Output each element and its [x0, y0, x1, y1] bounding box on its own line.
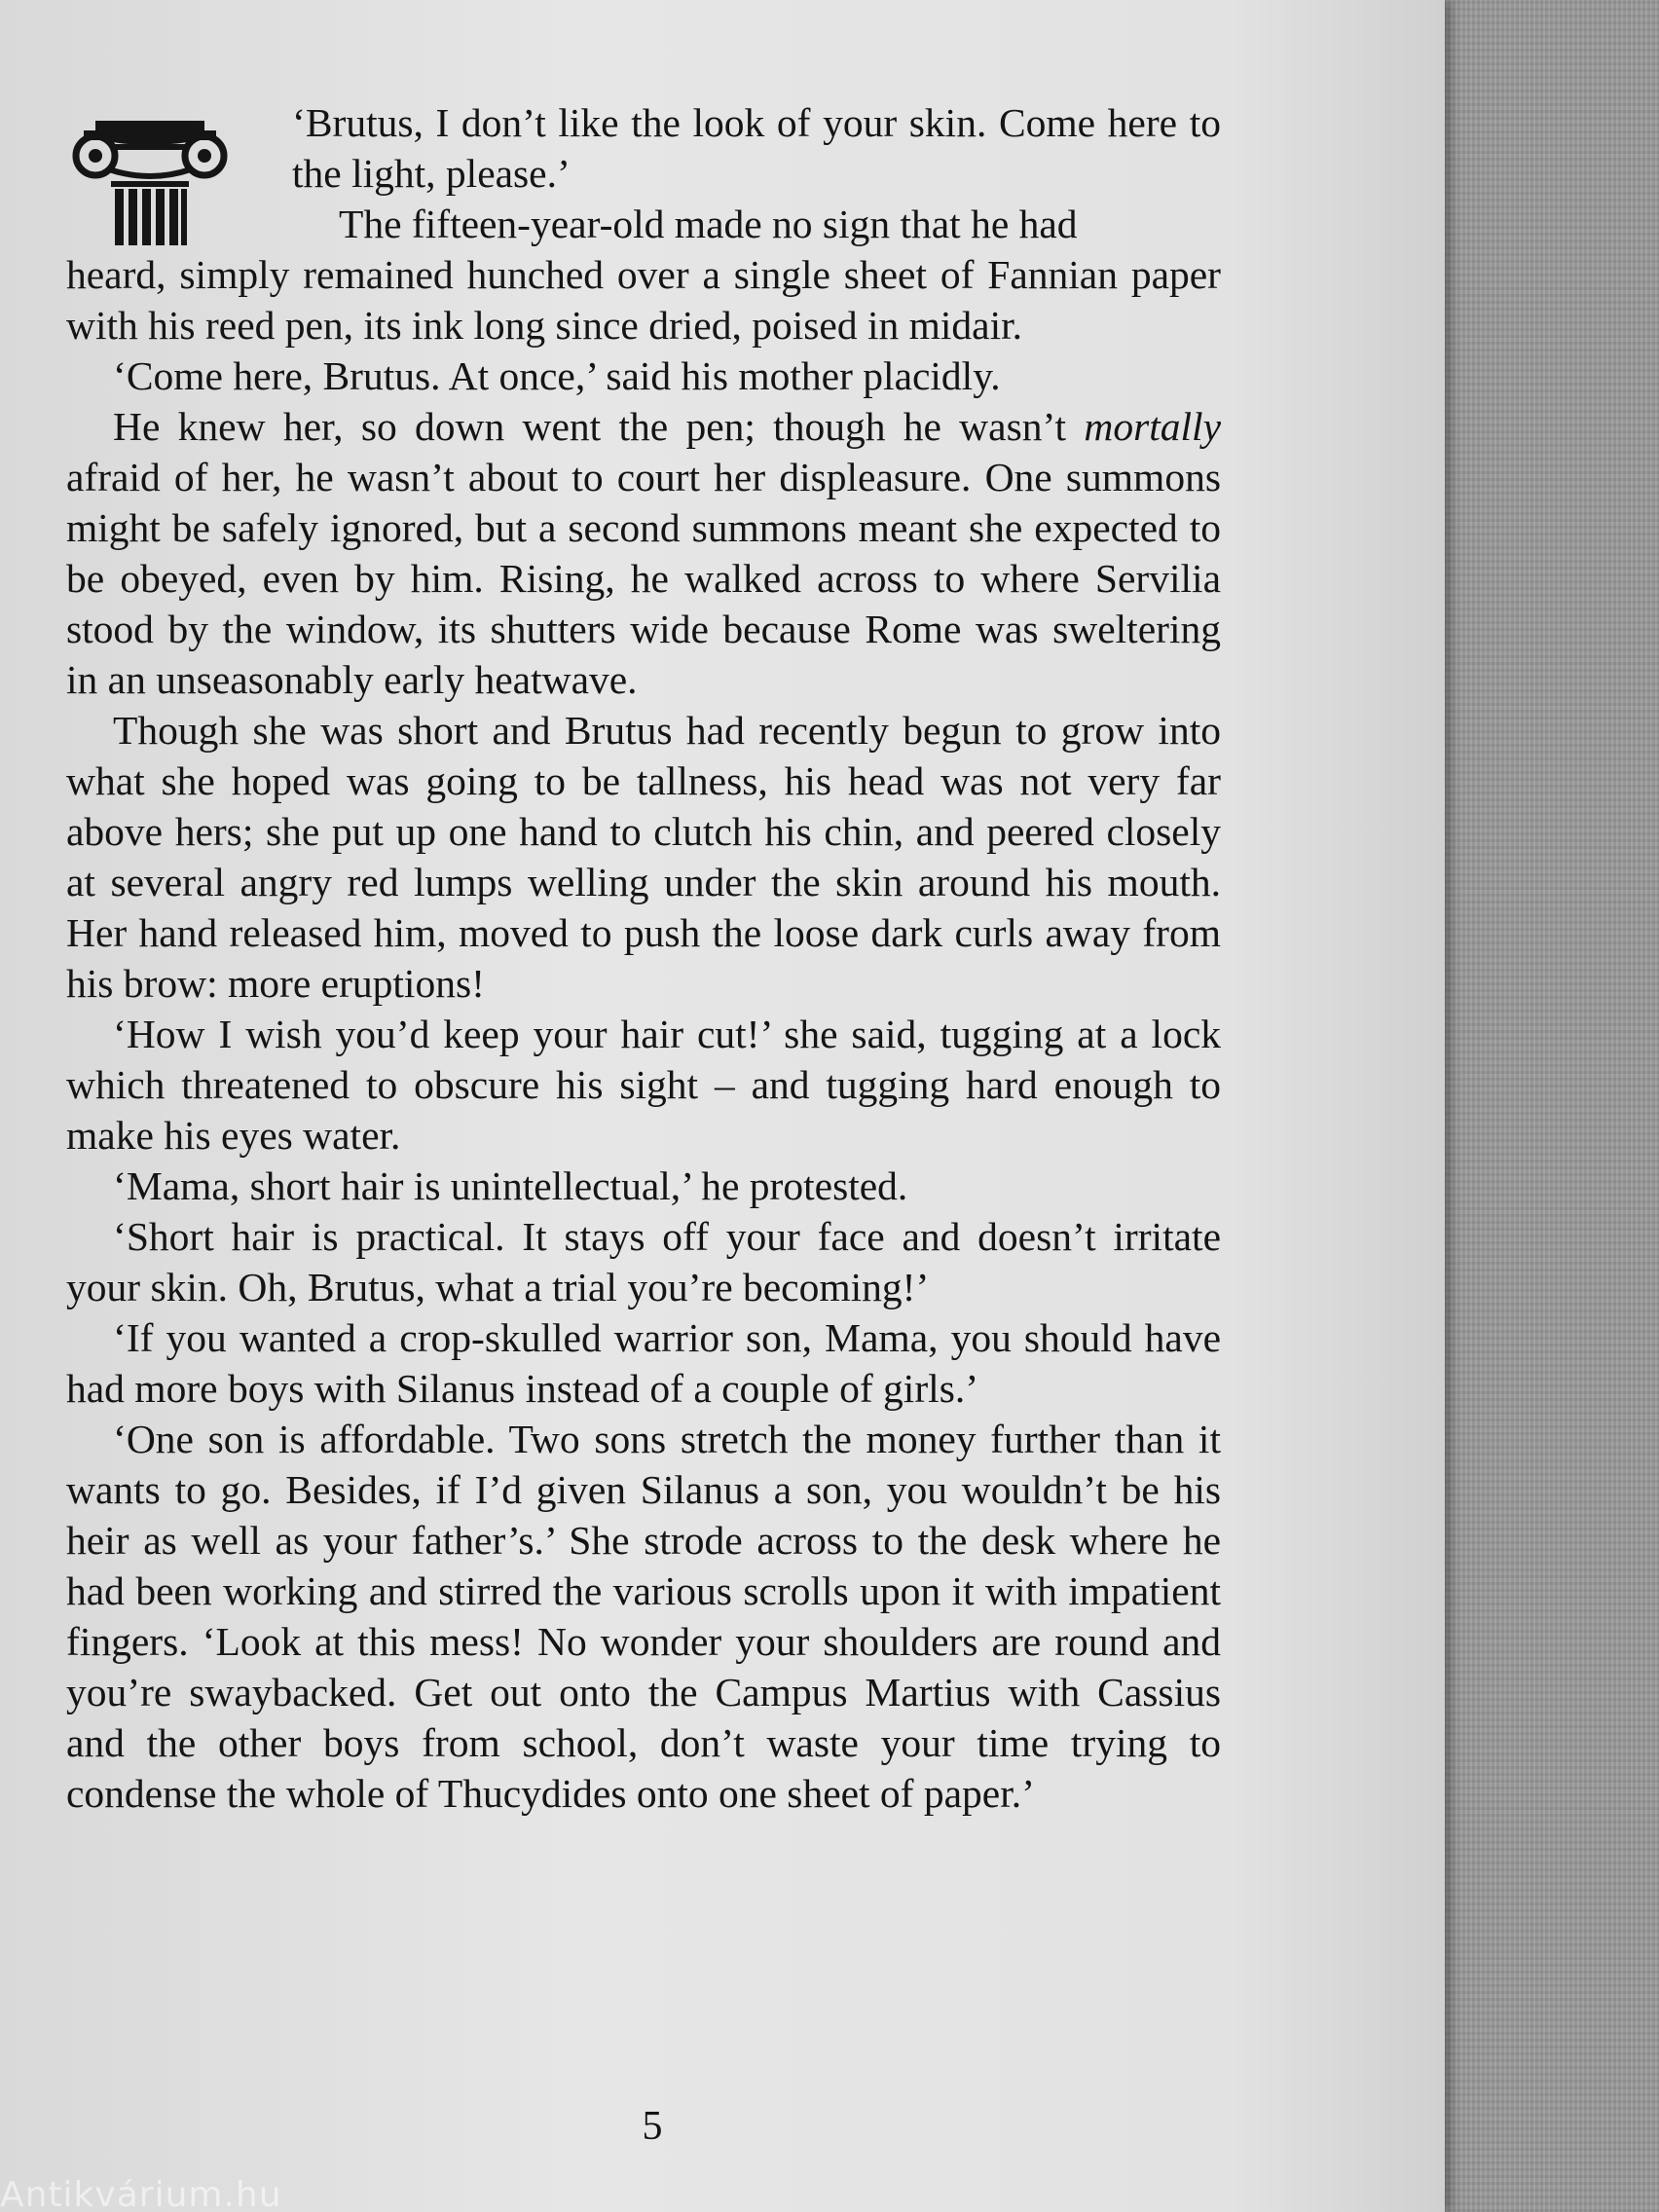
watermark: Antikvárium.hu — [0, 2179, 282, 2212]
paragraph — [66, 199, 1221, 350]
paragraph: ‘How I wish you’d keep your hair cut!’ she said, tugging at a lock which threatened to obscure his sight – and tugging hard enough to make his eyes water. — [66, 1012, 1221, 1158]
paragraph: ‘If you wanted a crop-skulled warrior son, Mama, you should have had more boys with Silanus instead of a couple of girls.’ — [66, 1315, 1221, 1411]
paragraph-text: afraid of her, he wasn’t about to court her displeasure. One summons might be safely ignored, but a second summons meant she expected to be obeyed, even by him. Rising, he walked across to where Servilia stood by the window, its shutters wide because Rome was sweltering in an unseasonably early heatwave. — [66, 455, 1221, 702]
emphasis-text: mortally — [1084, 404, 1221, 449]
paragraph: Though she was short and Brutus had recently begun to grow into what she hoped was going to be tallness, his head was not very far above hers; she put up one hand to clutch his chin, and peered closely at several angry red lumps welling under the skin around his mouth. Her hand released him, moved to push the loose dark curls away from his brow: more eruptions! — [66, 708, 1221, 1006]
paragraph: ‘Come here, Brutus. At once,’ said his mother placidly. — [113, 353, 1001, 398]
paragraph: ‘One son is affordable. Two sons stretch the money further than it wants to go. Besides, if I’d given Silanus a son, you wouldn’t be his heir as well as your father’s.’ She strode across to the desk where he had been working and stirred the various scrolls upon it with impatient fingers. ‘Look at this mess! No wonder your shoulders are round and you’re swaybacked. Get out onto the Campus Martius with Cassius and the other boys from school, don’t waste your time trying to condense the whole of Thucydides onto one sheet of paper.’ — [66, 1417, 1221, 1816]
paragraph-rest: heard, simply remained hunched over a single sheet of Fannian paper with his reed pen, its ink long since dried, poised in midair. — [66, 252, 1221, 348]
paragraph: ‘Mama, short hair is unintellectual,’ he protested. — [113, 1163, 908, 1208]
body-text — [66, 97, 1221, 1819]
page-number: 5 — [642, 2104, 663, 2149]
paragraph-lead: The fifteen-year-old made no sign that he had — [339, 202, 1078, 246]
paragraph — [66, 401, 1221, 705]
opening-paragraph: ‘Brutus, I don’t like the look of your skin. Come here to the light, please.’ — [292, 100, 1221, 196]
paragraph-text: He knew her, so down went the pen; though he wasn’t — [113, 404, 1085, 449]
paragraph: ‘Short hair is practical. It stays off your face and doesn’t irritate your skin. Oh, Brutus, what a trial you’re becoming!’ — [66, 1214, 1221, 1309]
